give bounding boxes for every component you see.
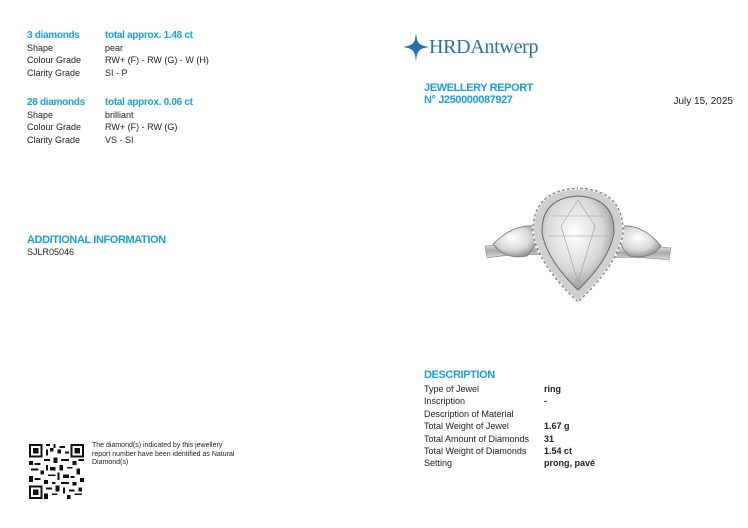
report-date: July 15, 2025 [673,96,733,107]
stone-block-1 [27,30,209,79]
stone-total-weight: total approx. 0.06 ct [105,97,193,108]
stone-detail-row [27,109,193,121]
detail-value: RW+ (F) - RW (G) [105,122,178,133]
report-header [424,82,533,106]
description-row [424,395,595,407]
detail-label: Colour Grade [27,55,82,66]
logo-text-antwerp: Antwerp [470,35,539,58]
detail-value: pear [105,43,124,53]
description-value: - [544,396,547,407]
additional-information-title: ADDITIONAL INFORMATION [27,234,166,246]
additional-information [27,234,166,258]
detail-value: SI - P [105,67,128,78]
hrd-antwerp-logo [403,32,538,62]
description-row [424,433,595,445]
description-title: DESCRIPTION [424,369,495,381]
qr-code[interactable] [29,444,84,504]
detail-value: VS - SI [105,134,134,145]
description-section [424,369,595,470]
stone-count: 3 diamonds [27,30,80,41]
stone-total-weight: total approx. 1.48 ct [105,30,193,41]
description-label: Total Weight of Diamonds [424,446,527,457]
stone-block-2 [27,97,193,146]
description-label: Inscription [424,396,466,407]
description-row [424,420,595,432]
description-row [424,457,595,469]
ring-photo [483,186,673,311]
detail-value: RW+ (F) - RW (G) - W (H) [105,55,209,66]
description-list [424,383,595,470]
ring-image [483,186,673,306]
stone-detail-row [27,67,209,79]
logo-text [429,36,538,59]
logo-text-hrd: HRD [429,35,471,58]
description-value: 1.54 ct [544,446,573,457]
description-label: Total Weight of Jewel [424,421,509,432]
description-row [424,408,595,420]
stone-count: 28 diamonds [27,97,85,108]
stone-header [27,30,209,42]
detail-label: Shape [27,110,54,120]
report-number: N° J250000087927 [424,94,513,106]
additional-information-code: SJLR05046 [27,247,75,257]
description-label: Type of Jewel [424,384,480,394]
qr-code-icon [29,444,84,499]
detail-label: Colour Grade [27,122,82,133]
stone-header [27,97,193,109]
description-value: 1.67 g [544,421,570,432]
description-row [424,445,595,457]
description-label: Description of Material [424,408,514,419]
sparkle-star-icon [403,32,429,62]
description-label: Total Amount of Diamonds [424,433,530,444]
detail-label: Clarity Grade [27,67,81,78]
detail-value: brilliant [105,110,134,120]
stone-detail-row [27,121,193,133]
stone-detail-row [27,134,193,146]
description-label: Setting [424,458,453,469]
description-value: ring [544,384,561,394]
description-row [424,383,595,395]
report-title: JEWELLERY REPORT [424,82,534,94]
stone-detail-list [27,109,193,146]
description-value: prong, pavé [544,458,596,469]
detail-label: Shape [27,43,54,53]
description-value: 31 [544,433,555,444]
stone-detail-row [27,54,209,66]
natural-diamond-note: The diamond(s) indicated by this jewellery report number have been identified as Natural Diamond(s) [92,442,235,467]
detail-label: Clarity Grade [27,134,81,145]
stone-detail-row [27,42,209,54]
stone-detail-list [27,42,209,79]
